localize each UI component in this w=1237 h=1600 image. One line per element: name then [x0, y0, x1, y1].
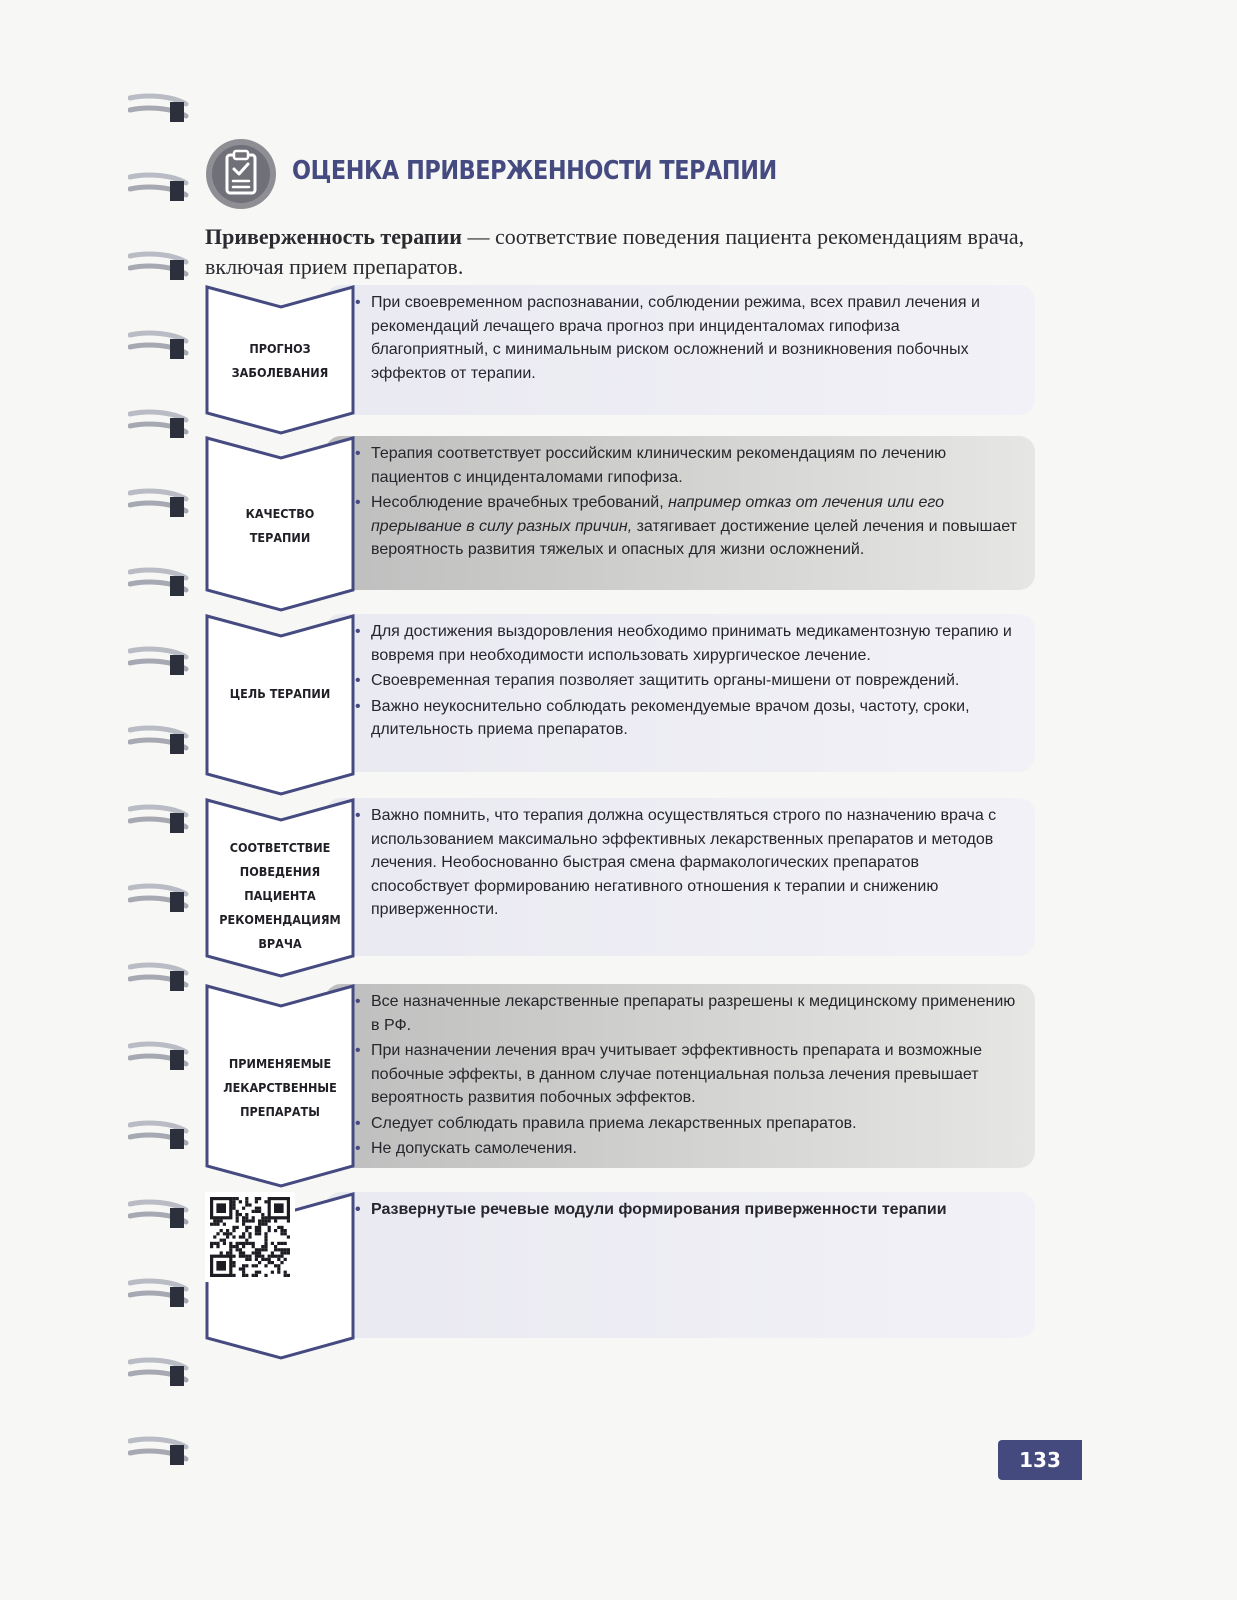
spiral-ring — [128, 724, 190, 758]
section-content — [325, 1192, 1035, 1338]
section-medications — [205, 984, 1035, 1188]
clipboard-check-icon — [205, 138, 277, 210]
section-label-box — [205, 436, 355, 612]
bullet-item: • Не допускать самолечения. — [351, 1137, 1021, 1161]
spiral-ring — [128, 803, 190, 837]
section-quality — [205, 436, 1035, 612]
bullet-item: • Развернутые речевые модули формирования приверженности терапии — [351, 1198, 1021, 1222]
bullet-item: • Все назначенные лекарственные препараты разрешены к медицинскому применению в РФ. — [351, 990, 1021, 1037]
spiral-ring — [128, 487, 190, 521]
bullet-item: • Своевременная терапия позволяет защитить органы-мишени от повреждений. — [351, 669, 1021, 693]
spiral-ring — [128, 882, 190, 916]
bullet-item: • При своевременном распознавании, соблюдении режима, всех правил лечения и рекомендаций лечащего врача прогноз при инциденталомах гипофиза благоприятный, с минимальным риском осложнений и возникновения побочных эффектов от терапии. — [351, 291, 1021, 385]
section-qr — [205, 1192, 1035, 1360]
spiral-ring — [128, 645, 190, 679]
bullet-item: • Важно неукоснительно соблюдать рекомендуемые врачом дозы, частоту, сроки, длительность приема препаратов. — [351, 695, 1021, 742]
bullet-item: • Следует соблюдать правила приема лекарственных препаратов. — [351, 1112, 1021, 1136]
spiral-ring — [128, 961, 190, 995]
section-content — [325, 614, 1035, 772]
section-content — [325, 798, 1035, 956]
intro-term: Приверженность терапии — [205, 224, 462, 249]
section-label: ПРИМЕНЯЕМЫЕ ЛЕКАРСТВЕННЫЕ ПРЕПАРАТЫ — [223, 1056, 337, 1119]
bullet-item: • При назначении лечения врач учитывает эффективность препарата и возможные побочные эффекты, в данном случае потенциальная польза лечения превышает вероятность развития побочных эффектов. — [351, 1039, 1021, 1110]
bullet-item: • Терапия соответствует российским клиническим рекомендациям по лечению пациентов с инциденталомами гипофиза. — [351, 442, 1021, 489]
section-label: КАЧЕСТВО ТЕРАПИИ — [245, 506, 315, 545]
intro-definition: — соответствие поведения пациента рекомендациям врача, включая прием препаратов. — [205, 224, 1025, 279]
page-number: 133 — [998, 1440, 1082, 1480]
section-compliance — [205, 798, 1035, 978]
spiral-ring — [128, 1198, 190, 1232]
section-label: ЦЕЛЬ ТЕРАПИИ — [229, 686, 331, 701]
spiral-ring — [128, 250, 190, 284]
section-content — [325, 436, 1035, 590]
spiral-ring — [128, 1277, 190, 1311]
spiral-ring — [128, 408, 190, 442]
spiral-binding — [128, 92, 198, 1512]
qr-code-icon[interactable] — [205, 1192, 295, 1282]
spiral-ring — [128, 1435, 190, 1469]
section-label-box — [205, 1192, 355, 1360]
spiral-ring — [128, 1040, 190, 1074]
section-label-box — [205, 798, 355, 978]
section-label-box — [205, 285, 355, 435]
spiral-ring — [128, 92, 190, 126]
section-content — [325, 285, 1035, 415]
section-label-box — [205, 984, 355, 1188]
spiral-ring — [128, 171, 190, 205]
bullet-item: • Для достижения выздоровления необходимо принимать медикаментозную терапию и вовремя при необходимости использовать хирургическое лечение. — [351, 620, 1021, 667]
spiral-ring — [128, 1119, 190, 1153]
bullet-item: • Важно помнить, что терапия должна осуществляться строго по назначению врача с использованием максимально эффективных лекарственных препаратов и методов лечения. Необоснованно быстрая смена фармакологических препаратов способствует формированию негативного отношения к терапии и снижению приверженности. — [351, 804, 1021, 922]
intro-paragraph — [205, 222, 1045, 282]
spiral-ring — [128, 1356, 190, 1390]
bullet-item: • Несоблюдение врачебных требований, например отказ от лечения или его прерывание в силу разных причин, затягивает достижение целей лечения и повышает вероятность развития тяжелых и опасных для жизни осложнений. — [351, 491, 1021, 562]
section-label: СООТВЕТСТВИЕ ПОВЕДЕНИЯ ПАЦИЕНТА РЕКОМЕНДАЦИЯМ ВРАЧА — [219, 840, 341, 951]
section-goal — [205, 614, 1035, 796]
section-content — [325, 984, 1035, 1168]
spiral-ring — [128, 329, 190, 363]
section-label-box — [205, 614, 355, 796]
section-label: ПРОГНОЗ ЗАБОЛЕВАНИЯ — [231, 341, 329, 380]
section-prognosis — [205, 285, 1035, 435]
page-title: ОЦЕНКА ПРИВЕРЖЕННОСТИ ТЕРАПИИ — [292, 156, 777, 186]
spiral-ring — [128, 566, 190, 600]
